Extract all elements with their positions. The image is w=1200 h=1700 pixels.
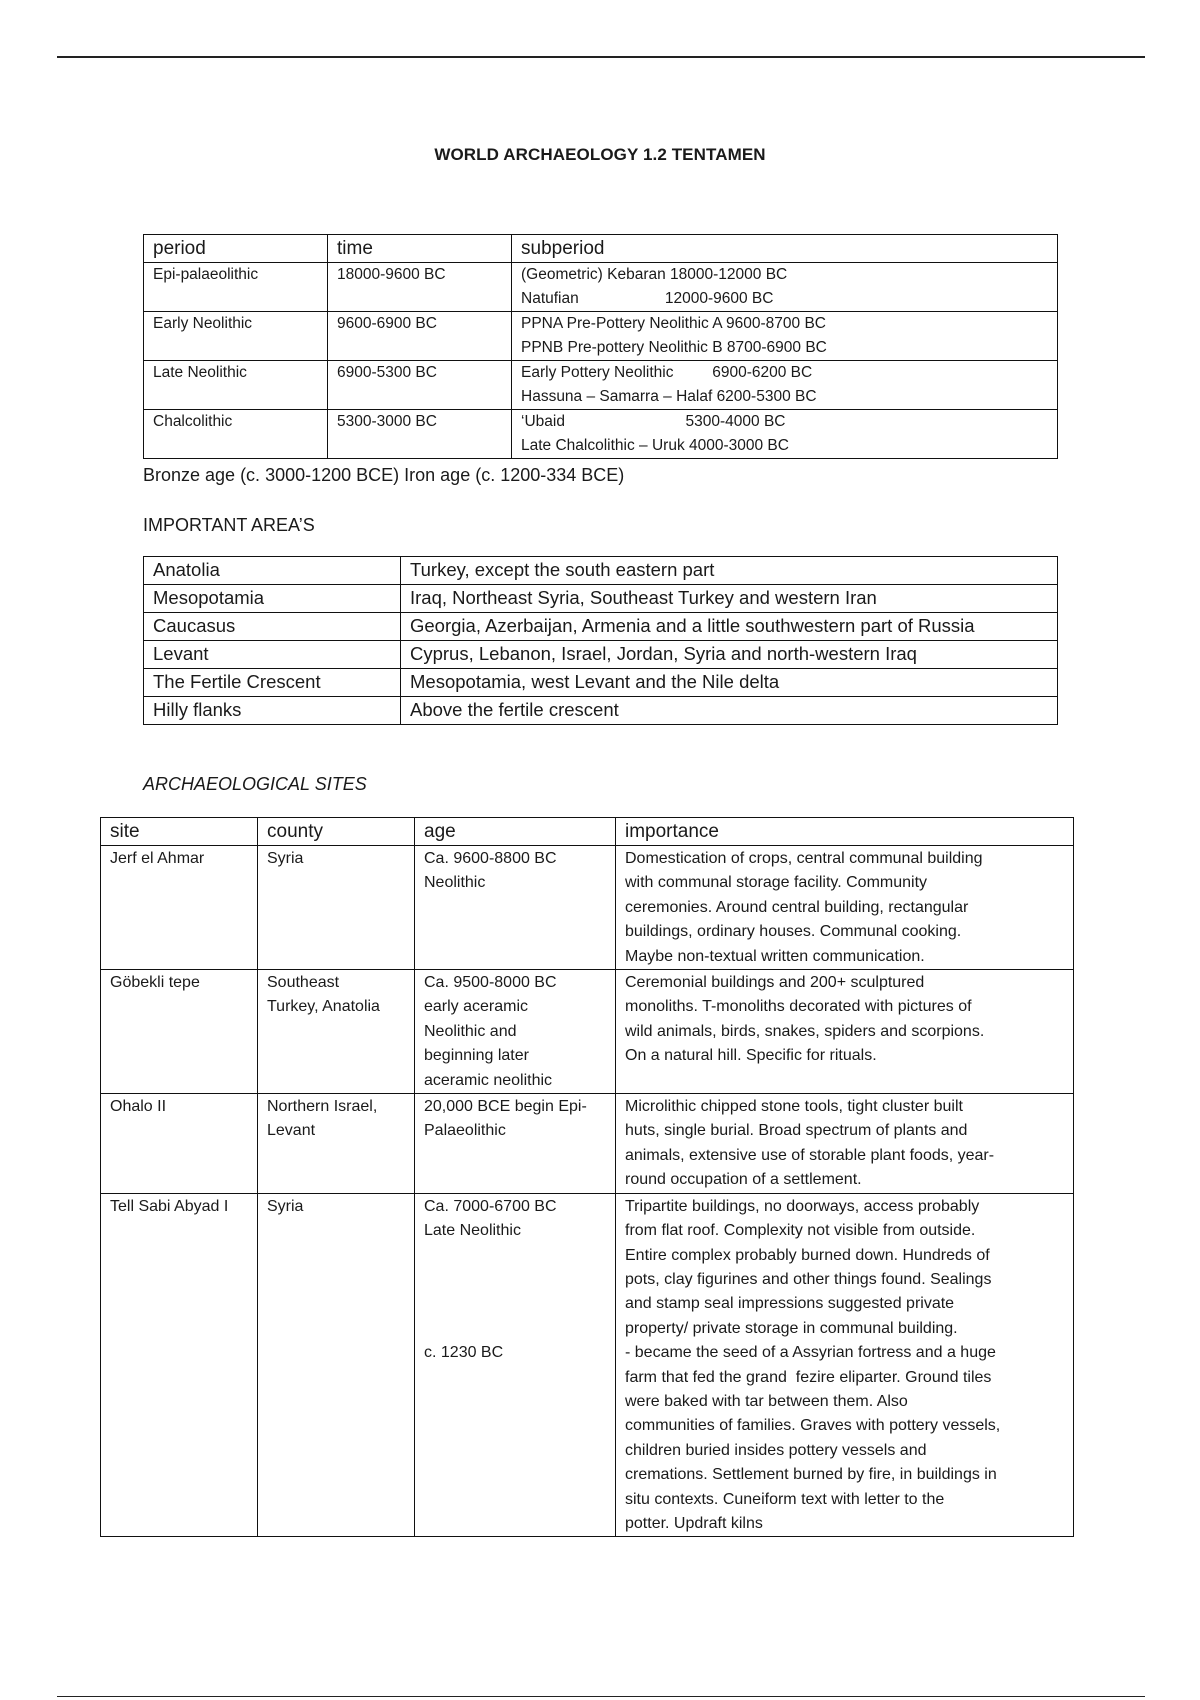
importance-cell [616,1094,1074,1194]
age-line: Palaeolithic [424,1122,506,1140]
table-row [144,641,1058,669]
importance-line: animals, extensive use of storable plant foods, year- [625,1146,995,1164]
importance-line: children buried insides pottery vessels and [625,1441,927,1459]
subperiod-line: Late Chalcolithic – Uruk 4000-3000 BC [521,437,789,454]
importance-line: - became the seed of a Assyrian fortress and a huge [625,1344,996,1362]
col-header-period: period [144,235,328,263]
importance-line: potter. Updraft kilns [625,1514,763,1532]
importance-line: On a natural hill. Specific for rituals. [625,1047,877,1065]
col-header-importance: importance [616,818,1074,846]
bronze-iron-age-note: Bronze age (c. 3000-1200 BCE) Iron age (c. 1200-334 BCE) [143,465,625,485]
area-description: Iraq, Northeast Syria, Southeast Turkey and western Iran [401,585,1058,613]
area-description: Cyprus, Lebanon, Israel, Jordan, Syria and north-western Iraq [401,641,1058,669]
area-name: Hilly flanks [144,697,401,725]
importance-line: communities of families. Graves with pottery vessels, [625,1417,1001,1435]
subperiod-line: PPNA Pre-Pottery Neolithic A 9600-8700 BC [521,315,826,332]
age-line: Neolithic [424,874,486,892]
importance-line: ceremonies. Around central building, rectangular [625,898,969,916]
importance-line: farm that fed the grand fezire eliparter. Ground tiles [625,1368,992,1386]
period-cell: Early Neolithic [144,312,328,361]
subperiod-line: (Geometric) Kebaran 18000-12000 BC [521,266,788,283]
importance-cell [616,846,1074,970]
county-cell [258,1094,415,1194]
periods-header-row [144,235,1058,263]
table-row [144,613,1058,641]
table-row [144,585,1058,613]
importance-line: cremations. Settlement burned by fire, in buildings in [625,1466,997,1484]
importance-line: property/ private storage in communal building. [625,1319,958,1337]
area-description: Georgia, Azerbaijan, Armenia and a little southwestern part of Russia [401,613,1058,641]
importance-line: and stamp seal impressions suggested private [625,1295,955,1313]
importance-line: Microlithic chipped stone tools, tight cluster built [625,1098,963,1116]
county-line: Turkey, Anatolia [267,998,380,1016]
archaeological-sites-heading: ARCHAEOLOGICAL SITES [143,774,367,794]
important-areas-heading: IMPORTANT AREA’S [143,515,315,535]
age-cell [415,846,616,970]
area-description: Turkey, except the south eastern part [401,557,1058,585]
col-header-time: time [328,235,512,263]
area-name: The Fertile Crescent [144,669,401,697]
subperiod-line: Hassuna – Samarra – Halaf 6200-5300 BC [521,388,817,405]
age-line: Late Neolithic [424,1222,521,1240]
time-cell: 9600-6900 BC [328,312,512,361]
site-cell: Göbekli tepe [101,970,258,1094]
importance-line: with communal storage facility. Community [625,874,928,892]
area-name: Mesopotamia [144,585,401,613]
top-rule [57,56,1145,58]
area-name: Anatolia [144,557,401,585]
age-cell [415,1193,616,1537]
table-row [144,312,1058,361]
importance-line: round occupation of a settlement. [625,1171,862,1189]
sites-header-row [101,818,1074,846]
subperiod-cell [512,312,1058,361]
sites-table [100,817,1074,1537]
table-row [101,1193,1074,1537]
county-cell [258,846,415,970]
col-header-site: site [101,818,258,846]
period-cell: Epi-palaeolithic [144,263,328,312]
importance-line: wild animals, birds, snakes, spiders and scorpions. [625,1022,985,1040]
col-header-county: county [258,818,415,846]
county-line: Syria [267,850,304,867]
importance-line: situ contexts. Cuneiform text with letter to the [625,1490,945,1508]
area-description: Mesopotamia, west Levant and the Nile delta [401,669,1058,697]
table-row [144,669,1058,697]
site-cell: Ohalo II [101,1094,258,1194]
col-header-age: age [415,818,616,846]
bottom-rule [57,1696,1145,1697]
page-title: WORLD ARCHAEOLOGY 1.2 TENTAMEN [434,145,766,164]
age-line: Ca. 9600-8800 BC [424,850,557,867]
county-cell [258,1193,415,1537]
table-row [101,1094,1074,1194]
age-line: Ca. 9500-8000 BC [424,974,557,992]
period-cell: Late Neolithic [144,361,328,410]
time-cell: 5300-3000 BC [328,410,512,459]
col-header-subperiod: subperiod [512,235,1058,263]
areas-table [143,556,1058,725]
table-row [101,970,1074,1094]
area-name: Levant [144,641,401,669]
age-line: early aceramic [424,998,529,1016]
county-cell [258,970,415,1094]
periods-table [143,234,1058,459]
table-row [144,263,1058,312]
importance-line: huts, single burial. Broad spectrum of plants and [625,1122,968,1140]
importance-line: were baked with tar between them. Also [625,1392,908,1410]
importance-cell [616,1193,1074,1537]
importance-cell [616,970,1074,1094]
importance-line: Tripartite buildings, no doorways, access probably [625,1197,980,1215]
county-line: Northern Israel, [267,1098,378,1116]
subperiod-line: ‘Ubaid 5300-4000 BC [521,413,786,430]
importance-line: Ceremonial buildings and 200+ sculptured [625,974,925,992]
age-cell [415,1094,616,1194]
importance-line: buildings, ordinary houses. Communal cooking. [625,923,962,941]
age-line: aceramic neolithic [424,1071,553,1089]
area-name: Caucasus [144,613,401,641]
table-row [144,557,1058,585]
age-line: c. 1230 BC [424,1343,504,1361]
age-line: 20,000 BCE begin Epi- [424,1098,587,1116]
site-cell: Tell Sabi Abyad I [101,1193,258,1537]
subperiod-line: Early Pottery Neolithic 6900-6200 BC [521,364,813,381]
importance-line: Maybe non-textual written communication. [625,947,925,965]
subperiod-cell [512,263,1058,312]
area-description: Above the fertile crescent [401,697,1058,725]
period-cell: Chalcolithic [144,410,328,459]
county-line: Levant [267,1122,316,1140]
importance-line: monoliths. T-monoliths decorated with pictures of [625,998,972,1016]
county-line: Syria [267,1197,304,1215]
age-cell [415,970,616,1094]
site-cell: Jerf el Ahmar [101,846,258,970]
subperiod-cell [512,410,1058,459]
table-row [144,410,1058,459]
importance-line: Domestication of crops, central communal building [625,850,983,867]
importance-line: Entire complex probably burned down. Hundreds of [625,1246,990,1264]
subperiod-cell [512,361,1058,410]
county-line: Southeast [267,974,340,992]
age-line: Neolithic and [424,1022,517,1040]
age-line: beginning later [424,1047,529,1065]
table-row [101,846,1074,970]
importance-line: from flat roof. Complexity not visible from outside. [625,1222,976,1240]
subperiod-line: PPNB Pre-pottery Neolithic B 8700-6900 BC [521,339,827,356]
time-cell: 6900-5300 BC [328,361,512,410]
spacer [424,1244,606,1341]
subperiod-line: Natufian 12000-9600 BC [521,290,774,307]
table-row [144,361,1058,410]
age-line: Ca. 7000-6700 BC [424,1197,557,1215]
table-row [144,697,1058,725]
time-cell: 18000-9600 BC [328,263,512,312]
importance-line: pots, clay figurines and other things found. Sealings [625,1270,992,1288]
